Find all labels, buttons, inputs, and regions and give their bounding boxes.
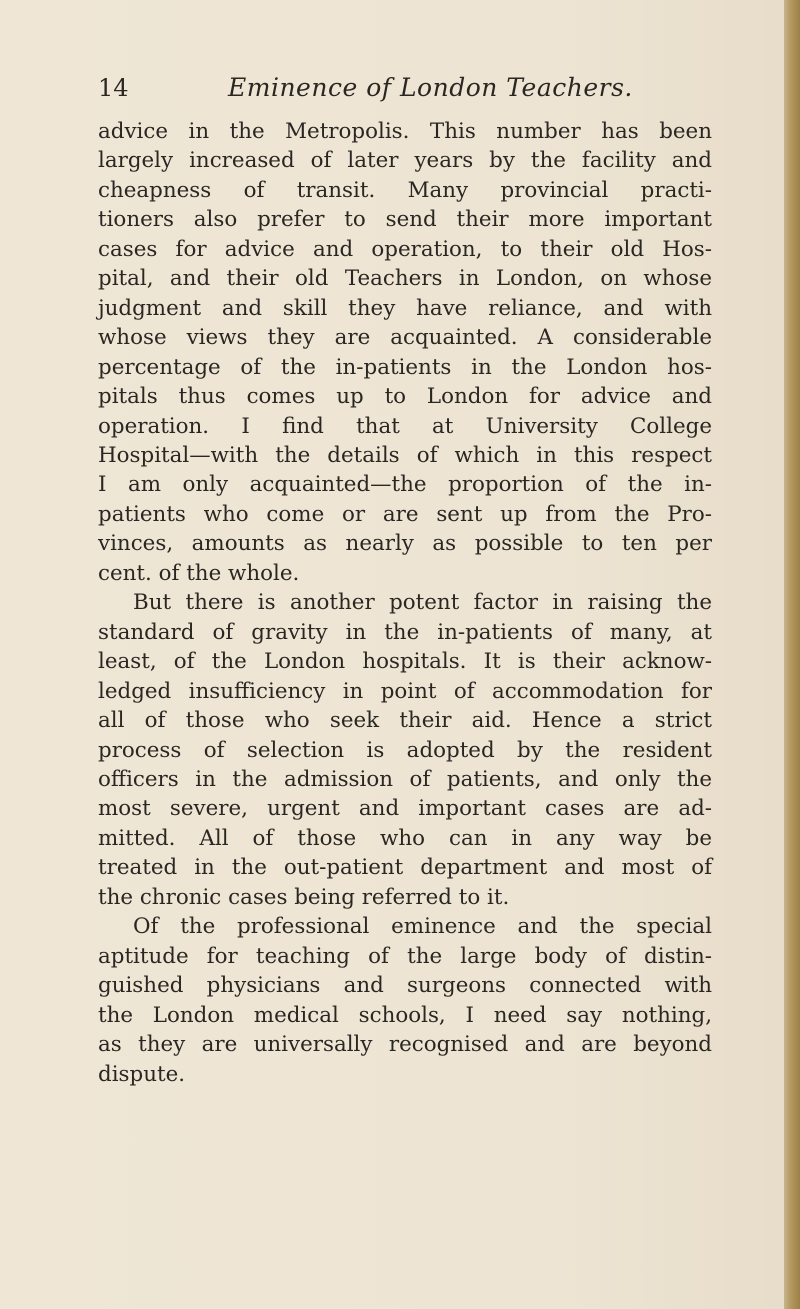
text-line: dispute. — [98, 1061, 186, 1087]
text-line: as they are universally recognised and are beyond — [98, 1032, 712, 1058]
page-edge — [784, 0, 800, 1309]
text-line: advice in the Metropolis. This number has been — [98, 119, 712, 144]
text-line: the chronic cases being referred to it. — [98, 884, 510, 910]
page-header — [98, 68, 728, 108]
text-line: cases for advice and operation, to their old Hos- — [98, 236, 712, 262]
text-line: process of selection is adopted by the resident — [98, 737, 712, 763]
text-line: ledged insufficiency in point of accommodation for — [98, 678, 712, 704]
text-line: cent. of the whole. — [98, 560, 300, 586]
text-line: Hospital—with the details of which in this respect — [98, 442, 712, 468]
text-line: I am only acquainted—the proportion of the in- — [98, 472, 712, 498]
text-line: all of those who seek their aid. Hence a strict — [98, 708, 712, 734]
page-number: 14 — [98, 74, 129, 102]
paragraph — [98, 912, 712, 1089]
text-line: the London medical schools, I need say nothing, — [98, 1002, 712, 1028]
text-line: vinces, amounts as nearly as possible to ten per — [98, 531, 712, 557]
text-line: aptitude for teaching of the large body of distin- — [98, 943, 712, 969]
text-line: treated in the out-patient department and most of — [98, 855, 712, 881]
paragraph — [98, 117, 712, 588]
text-line: least, of the London hospitals. It is their acknow- — [98, 649, 712, 675]
text-line: cheapness of transit. Many provincial practi- — [98, 177, 712, 203]
text-line: whose views they are acquainted. A considerable — [98, 325, 712, 351]
text-line: pitals thus comes up to London for advice and — [98, 384, 712, 410]
body-text — [98, 117, 712, 1089]
text-line: largely increased of later years by the facility and — [98, 148, 712, 174]
text-line: percentage of the in-patients in the London hos- — [98, 354, 712, 380]
text-line: Of the professional eminence and the special — [133, 914, 712, 940]
text-line: most severe, urgent and important cases are ad- — [98, 796, 712, 822]
text-line: tioners also prefer to send their more important — [98, 207, 712, 233]
paragraph — [98, 588, 712, 912]
text-line: judgment and skill they have reliance, and with — [98, 295, 712, 321]
text-line: mitted. All of those who can in any way be — [98, 825, 712, 851]
running-title: Eminence of London Teachers. — [228, 73, 633, 102]
text-line: patients who come or are sent up from the Pro- — [98, 501, 712, 527]
text-line: standard of gravity in the in-patients of many, at — [98, 619, 712, 645]
text-line: guished physicians and surgeons connected with — [98, 973, 712, 999]
text-line: But there is another potent factor in raising the — [133, 590, 712, 616]
text-line: operation. I find that at University College — [98, 413, 712, 439]
text-line: officers in the admission of patients, and only the — [98, 766, 712, 792]
text-line: pital, and their old Teachers in London, on whose — [98, 266, 712, 292]
